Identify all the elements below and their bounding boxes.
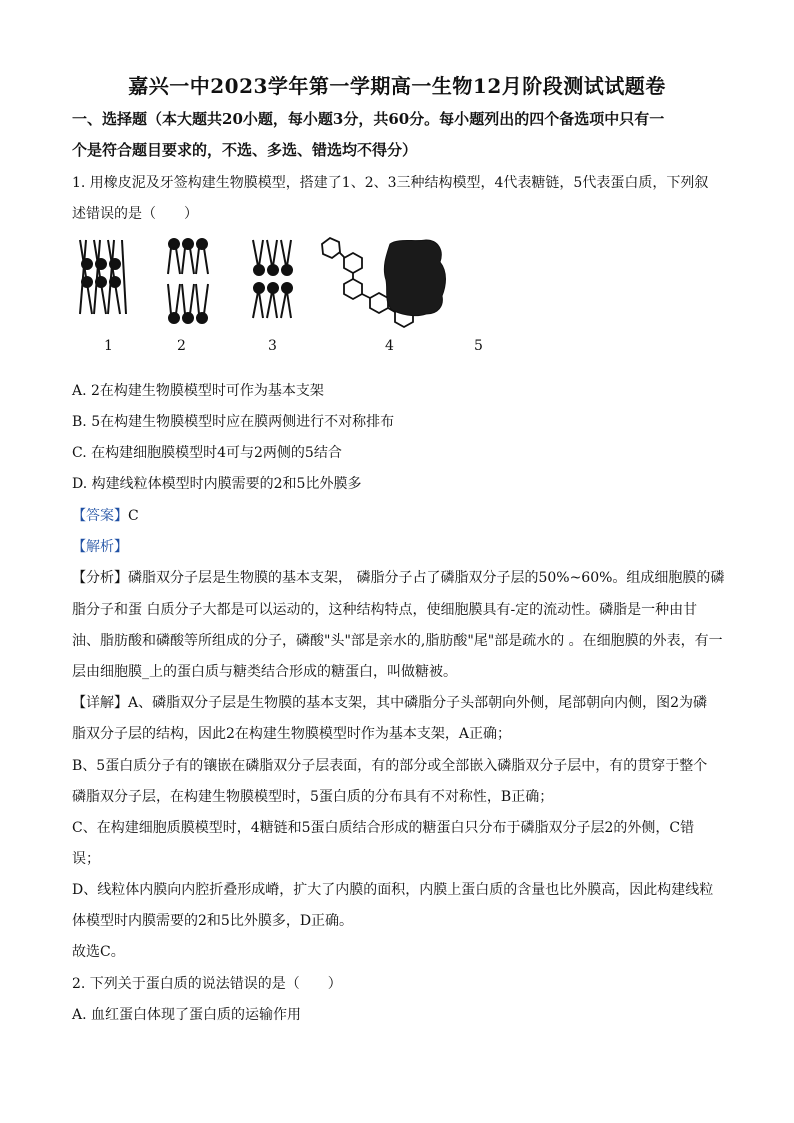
xiangjie-line-6: 误； xyxy=(72,851,100,867)
membrane-model-svg xyxy=(72,232,452,362)
fenxi-line-3: 油、脂肪酸和磷酸等所组成的分子，磷酸"头"部是亲水的,脂肪酸"尾"部是疏水的 。在细胞膜的外表，有一 xyxy=(72,633,723,649)
fenxi-text-1: 磷脂双分子层是生物膜的基本支架， 磷脂分子占了磷脂双分子层的50%~60%。组成细胞膜的磷 xyxy=(128,570,725,586)
analysis-tag: 【解析】 xyxy=(72,539,128,555)
q2-stem: 2. 下列关于蛋白质的说法错误的是（ ） xyxy=(72,976,342,992)
answer-value: C xyxy=(128,508,139,524)
q1-option-b: B. 5在构建生物膜模型时应在膜两侧进行不对称排布 xyxy=(72,414,395,430)
figure-label-4: 4 xyxy=(385,338,394,354)
figure-label-2: 2 xyxy=(177,338,186,354)
figure-label-5: 5 xyxy=(474,338,483,354)
q1-option-c: C. 在构建细胞膜模型时4可与2两侧的5结合 xyxy=(72,445,342,461)
xiangjie-line-1 xyxy=(72,692,707,712)
xiangjie-line-4: 磷脂双分子层，在构建生物膜模型时，5蛋白质的分布具有不对称性，B正确； xyxy=(72,789,554,805)
xiangjie-text-1: A、磷脂双分子层是生物膜的基本支架，其中磷脂分子头部朝向外侧，尾部朝向内侧，图2为磷 xyxy=(128,695,708,711)
q2-option-a: A. 血红蛋白体现了蛋白质的运输作用 xyxy=(72,1007,302,1023)
section-heading-line2: 个是符合题目要求的，不选、多选、错选均不得分） xyxy=(72,141,418,159)
q1-option-d: D. 构建线粒体模型时内膜需要的2和5比外膜多 xyxy=(72,476,362,492)
xiangjie-line-9: 故选C。 xyxy=(72,944,125,960)
fenxi-line-2: 脂分子和蛋 白质分子大都是可以运动的，这种结构特点，使细胞膜具有-定的流动性。磷脂是一种由甘 xyxy=(72,602,698,618)
xiangjie-line-3: B、5蛋白质分子有的镶嵌在磷脂双分子层表面，有的部分或全部嵌入磷脂双分子层中，有的贯穿于整个 xyxy=(72,758,708,774)
answer-tag: 【答案】 xyxy=(72,508,128,524)
xiangjie-line-7: D、线粒体内膜向内腔折叠形成嵴，扩大了内膜的面积，内膜上蛋白质的含量也比外膜高，因此构建线粒 xyxy=(72,882,714,898)
model-5-drawing xyxy=(384,240,445,316)
model-3-drawing xyxy=(253,240,292,318)
fenxi-line-4: 层由细胞膜_上的蛋白质与糖类结合形成的糖蛋白，叫做糖被。 xyxy=(72,664,457,680)
q1-option-a: A. 2在构建生物膜模型时可作为基本支架 xyxy=(72,383,324,399)
xiangjie-line-2: 脂双分子层的结构，因此2在构建生物膜模型时作为基本支架，A正确； xyxy=(72,726,512,742)
fenxi-line-1 xyxy=(72,567,724,587)
answer-line xyxy=(72,505,139,525)
section-heading-line1: 一、选择题（本大题共20小题，每小题3分，共60分。每小题列出的四个备选项中只有一 xyxy=(72,110,665,128)
xiangjie-tag: 【详解】 xyxy=(72,695,128,711)
model-1-drawing xyxy=(80,240,126,314)
figure-label-1: 1 xyxy=(104,338,113,354)
fenxi-tag: 【分析】 xyxy=(72,570,128,586)
xiangjie-line-8: 体模型时内膜需要的2和5比外膜多，D正确。 xyxy=(72,913,354,929)
figure-label-3: 3 xyxy=(268,338,277,354)
model-2-drawing xyxy=(168,239,208,323)
q1-stem-line2: 述错误的是（ ） xyxy=(72,206,198,222)
xiangjie-line-5: C、在构建细胞质膜模型时，4糖链和5蛋白质结合形成的糖蛋白只分布于磷脂双分子层2的外侧，C错 xyxy=(72,820,695,836)
page-title: 嘉兴一中2023学年第一学期高一生物12月阶段测试试题卷 xyxy=(128,74,666,98)
membrane-model-figure xyxy=(72,232,452,362)
q1-stem-line1: 1. 用橡皮泥及牙签构建生物膜模型，搭建了1、2、3三种结构模型，4代表糖链，5代表蛋白质，下列叙 xyxy=(72,175,709,191)
